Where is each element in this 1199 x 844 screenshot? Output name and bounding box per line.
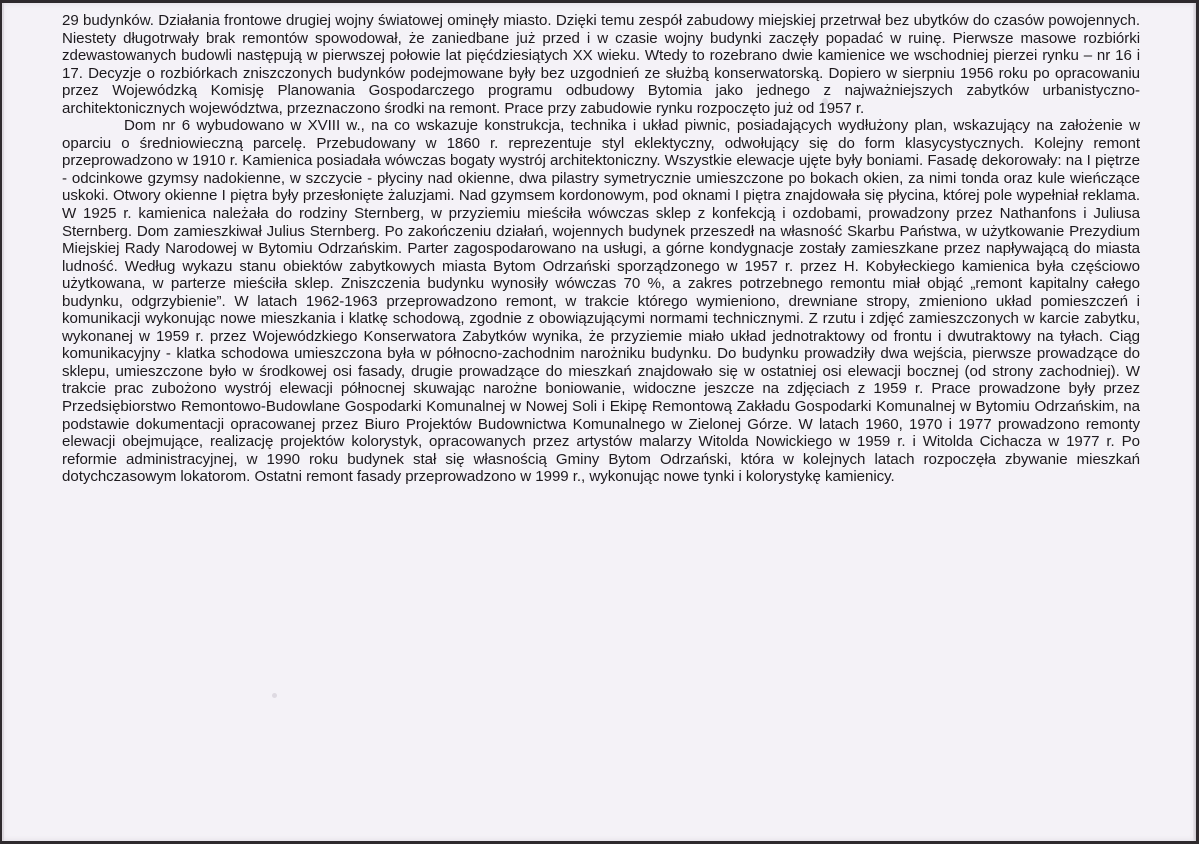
page-edge-right [1193, 3, 1196, 841]
document-body [62, 12, 1140, 486]
paragraph-history: 29 budynków. Działania frontowe drugiej wojny światowej ominęły miasto. Dzięki temu zespół zabudowy miejskiej przetrwał bez ubytków do czasów powojennych. Niestety długotrwały brak remontów spowodował, że zaniedbane już przed i w czasie wojny budynki zaczęły popadać w ruinę. Pierwsze masowe rozbiórki zdewastowanych budowli następują w pierwszej połowie lat pięćdziesiątych XX wieku. Wtedy to rozebrano dwie kamienice we wschodniej pierzei rynku – nr 16 i 17. Decyzje o rozbiórkach zniszczonych budynków podejmowane były bez uzgodnień ze służbą konserwatorską. Dopiero w sierpniu 1956 roku po opracowaniu przez Wojewódzką Komisję Planowania Gospodarczego programu odbudowy Bytomia jako jednego z najważniejszych zabytków urbanistyczno-architektonicznych województwa, przeznaczono środki na remont. Prace przy zabudowie rynku rozpoczęto już od 1957 r. [62, 12, 1140, 117]
document-page [2, 3, 1196, 841]
page-edge-left [2, 3, 4, 841]
paragraph-house-no-6: Dom nr 6 wybudowano w XVIII w., na co wskazuje konstrukcja, technika i układ piwnic, posiadających wydłużony plan, wskazujący na założenie w oparciu o średniowieczną parcelę. Przebudowany w 1860 r. reprezentuje styl eklektyczny, odwołujący się do form klasycystycznych. Kolejny remont przeprowadzono w 1910 r. Kamienica posiadała wówczas bogaty wystrój architektoniczny. Wszystkie elewacje ujęte były boniami. Fasadę dekorowały: na I piętrze - odcinkowe gzymsy nadokienne, w szczycie - płyciny nad okienne, dwa pilastry symetrycznie umieszczone po bokach okien, za nimi tonda oraz kule wieńczące uskoki. Otwory okienne I piętra były przesłonięte żaluzjami. Nad gzymsem kordonowym, pod oknami I piętra znajdowała się płycina, której pole wypełniał reklama. W 1925 r. kamienica należała do rodziny Sternberg, w przyziemiu mieściła wówczas sklep z konfekcją i ozdobami, prowadzony przez Nathanfons i Juliusa Sternberg. Dom zamieszkiwał Julius Sternberg. Po zakończeniu działań, wojennych budynek przeszedł na własność Skarbu Państwa, w użytkowanie Prezydium Miejskiej Rady Narodowej w Bytomiu Odrzańskim. Parter zagospodarowano na usługi, a górne kondygnacje zostały zamieszkane przez napływającą do miasta ludność. Według wykazu stanu obiektów zabytkowych miasta Bytom Odrzański sporządzonego w 1957 r. przez H. Kobyłeckiego kamienica była częściowo użytkowana, w parterze mieściła sklep. Zniszczenia budynku wynosiły wówczas 70 %, a zakres potrzebnego remontu miał objąć „remont kapitalny całego budynku, odgrzybienie”. W latach 1962-1963 przeprowadzono remont, w trakcie którego wymieniono, drewniane stropy, zmieniono układ pomieszczeń i komunikacji wykonując nowe mieszkania i klatkę schodową, zgodnie z obowiązującymi normami technicznymi. Z rzutu i zdjęć zamieszczonych w karcie zabytku, wykonanej w 1959 r. przez Wojewódzkiego Konserwatora Zabytków wynika, że przyziemie miało układ jednotraktowy od frontu i dwutraktowy na tyłach. Ciąg komunikacyjny - klatka schodowa umieszczona była w północno-zachodnim narożniku budynku. Do budynku prowadziły dwa wejścia, pierwsze prowadzące do sklepu, umieszczone było w środkowej osi fasady, drugie prowadzące do mieszkań znajdowało się w ostatniej osi elewacji bocznej (od strony zachodniej). W trakcie prac zubożono wystrój elewacji północnej skuwając narożne boniowanie, widoczne jeszcze na zdjęciach z 1959 r. Prace prowadzone były przez Przedsiębiorstwo Remontowo-Budowlane Gospodarki Komunalnej w Nowej Soli i Ekipę Remontową Zakładu Gospodarki Komunalnej w Bytomiu Odrzańskim, na podstawie dokumentacji opracowanej przez Biuro Projektów Budownictwa Komunalnego w Zielonej Górze. W latach 1960, 1970 i 1977 prowadzono remonty elewacji obejmujące, realizację projektów kolorystyk, opracowanych przez artystów malarzy Witolda Nowickiego w 1959 r. i Witolda Cichacza w 1977 r. Po reformie administracyjnej, w 1990 roku budynek stał się własnością Gminy Bytom Odrzański, która w kolejnych latach rozpoczęła zbywanie mieszkań dotychczasowym lokatorom. Ostatni remont fasady przeprowadzono w 1999 r., wykonując nowe tynki i kolorystykę kamienicy. [62, 117, 1140, 486]
scan-speck [272, 693, 277, 698]
